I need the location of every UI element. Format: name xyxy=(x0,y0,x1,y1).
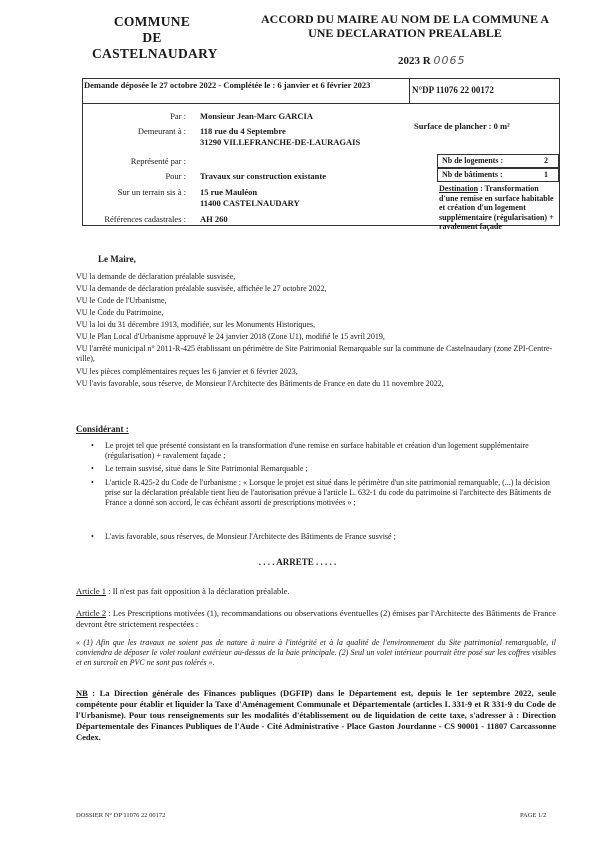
article-2-text: : Les Prescriptions motivées (1), recommandations ou observations éventuelles (2) émises par l'Architecte des Bâtiments de France devront être strictement respectées : xyxy=(76,608,556,629)
vu-line-4: VU le Code du Patrimoine, xyxy=(76,308,164,317)
document-title-line-1: ACCORD DU MAIRE AU NOM DE LA COMMUNE A xyxy=(261,12,549,26)
commune-title xyxy=(92,14,218,62)
vu-line-9: VU l'avis favorable, sous réserve, de Monsieur l'Architecte des Bâtiments de France en date du 11 novembre 2022, xyxy=(76,379,444,388)
par-label: Par : xyxy=(170,111,186,121)
cadastre-label: Références cadastrales : xyxy=(104,214,186,224)
vu-line-3: VU le Code de l'Urbanisme, xyxy=(76,296,167,305)
commune-line-2: DE xyxy=(142,30,162,45)
arrete-number-prefix: 2023 R xyxy=(398,55,431,67)
logements-label: Nb de logements : xyxy=(442,156,504,165)
par-value: Monsieur Jean-Marc GARCIA xyxy=(200,111,314,121)
footer-page: PAGE 1/2 xyxy=(520,812,547,819)
dp-number: N°DP 11076 22 00172 xyxy=(412,85,494,95)
depose-date: Demande déposée le 27 octobre 2022 - Complétée le : 6 janvier et 6 février 2023 xyxy=(84,80,371,90)
footer-dossier: DOSSIER N° DP 11076 22 00172 xyxy=(76,812,166,819)
article-1-text: : Il n'est pas fait opposition à la déclaration préalable. xyxy=(105,586,290,596)
article-1 xyxy=(76,586,556,596)
surface-plancher: Surface de plancher : 0 m² xyxy=(414,121,510,131)
article-1-label: Article 1 xyxy=(76,586,106,596)
considerant-item xyxy=(91,478,555,508)
demeurant-label: Demeurant à : xyxy=(137,126,186,136)
considerant-item-text: L'article R.425-2 du Code de l'urbanisme : « Lorsque le projet est situé dans le périmètre d'un site patrimonial remarquable, (...) la décision prise sur la déclaration préalable tient lieu de l'autorisation prévue à l'article L. 632-1 du code du patrimoine si l'architecte des Bâtiments de France a donné son accord, le cas échéant assorti de prescriptions motivées » ; xyxy=(105,478,552,507)
considerant-item xyxy=(91,532,555,542)
arrete-number-handwritten: 0065 xyxy=(433,54,466,67)
destination-text: : Transformation d'une remise en surface habitable et création d'un logement supplémentaire (régularisation) + ravalement façade xyxy=(439,184,554,231)
pour-label: Pour : xyxy=(165,171,186,181)
document-title xyxy=(240,12,570,40)
bullet-icon: • xyxy=(91,441,94,450)
nb-note xyxy=(76,688,556,743)
demeurant-line-2: 31290 VILLEFRANCHE-DE-LAURAGAIS xyxy=(200,137,361,147)
vu-line-1: VU la demande de déclaration préalable susvisée, xyxy=(76,272,236,281)
vu-line-2: VU la demande de déclaration préalable susvisée, affichée le 27 octobre 2022, xyxy=(76,284,327,293)
nb-label: NB xyxy=(76,688,88,698)
logements-value: 2 xyxy=(544,156,548,165)
article-2 xyxy=(76,608,556,630)
demeurant-line-1: 118 rue du 4 Septembre xyxy=(200,126,286,136)
article-2-prescriptions: « (1) Afin que les travaux ne soient pas de nature à nuire à l'intégrité et à la qualité de l'environnement du Site patrimonial remarquable, il conviendra de déposer le volet roulant extérieur au-dessus de la baie principale. (2) Seul un volet intérieur pourrait être posé sur les coffres visibles et en surcroît en PVC ne sont pas tolérés ». xyxy=(76,638,556,667)
nb-text: : La Direction générale des Finances publiques (DGFIP) dans le Département est, depuis le 1er septembre 2022, seule compétente pour établir et liquider la Taxe d'Aménagement Communale et Départementale (articles L 331-9 et R 331-9 du Code de l'Urbanisme). Pour tous renseignements sur les modalités d'établissement ou de liquidation de cette taxe, s'adresser à : Direction Départementale des Finances Publiques de l'Aude - Cité Administrative - Place Gaston Jourdanne - CS 90001 - 11807 Carcassonne Cedex. xyxy=(76,688,556,742)
document-title-line-2: UNE DECLARATION PREALABLE xyxy=(308,26,502,40)
arrete-heading: . . . . ARRETE . . . . . xyxy=(258,557,337,567)
info-box-divider xyxy=(82,103,560,104)
represente-label: Représenté par : xyxy=(130,156,186,166)
batiments-value: 1 xyxy=(544,170,548,179)
logements-box xyxy=(437,154,559,168)
considerant-heading: Considérant : xyxy=(76,424,129,434)
considerant-item-text: Le projet tel que présenté consistant en la transformation d'une remise en surface habitable et création d'un logement supplémentaire (régularisation) + ravalement façade ; xyxy=(105,441,529,460)
considerant-item-text: Le terrain susvisé, situé dans le Site Patrimonial Remarquable ; xyxy=(105,464,308,473)
terrain-label: Sur un terrain sis à : xyxy=(117,187,186,197)
vu-line-7: VU l'arrêté municipal n° 2011-R-425 établissant un périmètre de Site Patrimonial Remarquable sur la commune de Castelnaudary (zone ZPI-Centre-ville), xyxy=(76,344,553,364)
bullet-icon: • xyxy=(91,478,94,487)
article-2-label: Article 2 xyxy=(76,608,107,618)
vu-line-8: VU les pièces complémentaires reçues les 6 janvier et 6 février 2023, xyxy=(76,367,298,376)
vu-line-6: VU le Plan Local d'Urbanisme approuvé le 24 janvier 2018 (Zone U1), modifié le 15 avril 2019, xyxy=(76,332,385,341)
info-box-vertical-divider xyxy=(409,78,410,104)
cadastre-value: AH 260 xyxy=(200,214,228,224)
destination xyxy=(439,184,557,232)
terrain-line-2: 11400 CASTELNAUDARY xyxy=(200,198,300,208)
batiments-box xyxy=(437,168,559,182)
batiments-label: Nb de bâtiments : xyxy=(442,170,503,179)
destination-label: Destination xyxy=(439,184,479,193)
considerant-item-text: L'avis favorable, sous réserves, de Monsieur l'Architecte des Bâtiments de France susvisé ; xyxy=(105,532,396,541)
considerant-item xyxy=(91,464,555,474)
arrete-number xyxy=(398,54,465,67)
vu-line-5: VU la loi du 31 décembre 1913, modifiée, sur les Monuments Historiques, xyxy=(76,320,316,329)
bullet-icon: • xyxy=(91,532,94,541)
pour-value: Travaux sur construction existante xyxy=(200,171,327,181)
commune-line-3: CASTELNAUDARY xyxy=(92,46,218,61)
le-maire: Le Maire, xyxy=(98,254,136,264)
terrain-line-1: 15 rue Mauléon xyxy=(200,187,258,197)
commune-line-1: COMMUNE xyxy=(113,14,191,29)
bullet-icon: • xyxy=(91,464,94,473)
considerant-item xyxy=(91,441,555,461)
